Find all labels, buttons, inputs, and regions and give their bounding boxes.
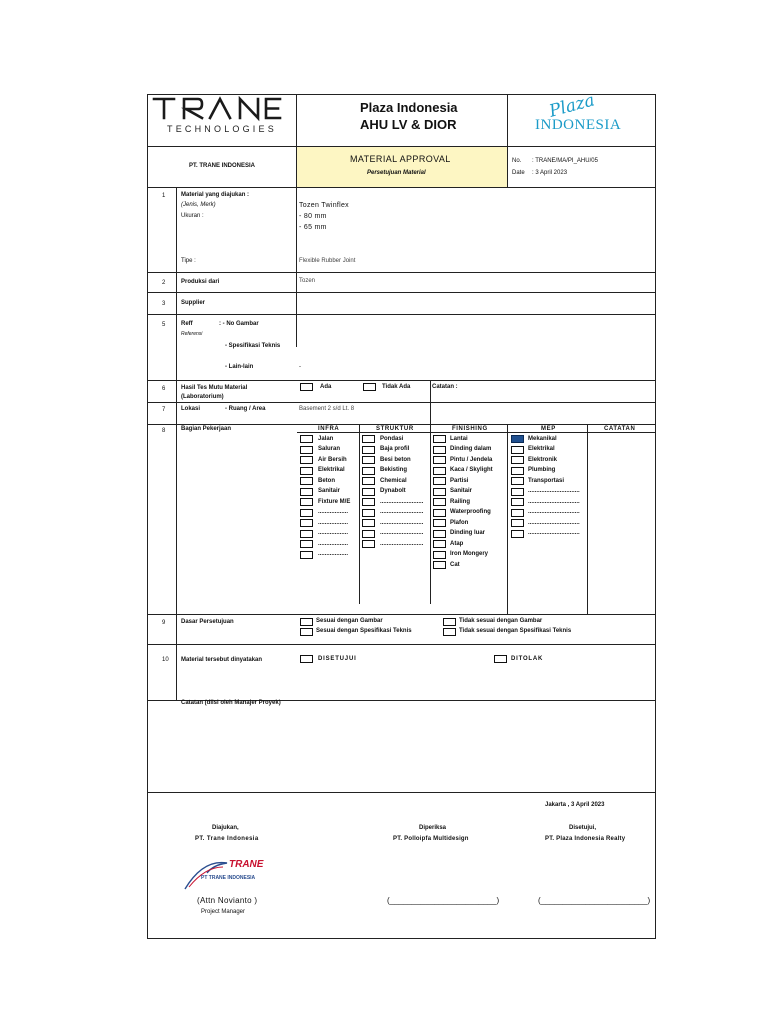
checkbox-ditolak[interactable] — [494, 655, 507, 663]
mep-item-label: ............................... — [528, 519, 580, 526]
finishing-item-label: Waterproofing — [450, 509, 491, 515]
project-subtitle: AHU LV & DIOR — [360, 117, 457, 132]
checker-org: PT. Polloipfa Multidesign — [393, 836, 469, 842]
infra-item-label: .................. — [318, 530, 349, 536]
finishing-item-label: Atap — [450, 540, 464, 547]
checkbox-infra-item[interactable] — [300, 435, 313, 443]
finishing-item-label: Dinding luar — [450, 530, 485, 536]
struktur-item-label: .......................... — [380, 540, 424, 547]
plaza-script: Plaza — [547, 90, 597, 122]
finishing-item-label: Partisi — [450, 477, 469, 484]
trane-brand-sub: TECHNOLOGIES — [167, 124, 277, 134]
sesuai-gambar-label: Sesuai dengan Gambar — [316, 618, 383, 624]
reff-referensi: Referensi — [181, 331, 203, 337]
checkbox-ada[interactable] — [300, 383, 313, 391]
finishing-item-label: Railing — [450, 498, 471, 505]
location-sublabel: - Ruang / Area — [225, 406, 266, 412]
approver-title: Disetujui, — [569, 825, 597, 831]
reff-label: Reff — [181, 321, 193, 327]
row-number: 5 — [162, 322, 166, 328]
test-label: Hasil Tes Mutu Material — [181, 385, 248, 391]
stamp-company: PT TRANE INDONESIA — [201, 875, 256, 881]
checkbox-infra-item[interactable] — [300, 456, 313, 464]
checkbox-struktur-item[interactable] — [362, 519, 375, 527]
plaza-indonesia-logo — [509, 90, 655, 144]
infra-item-label: Fixture M/E — [318, 498, 351, 505]
checkbox-disetujui[interactable] — [300, 655, 313, 663]
checkbox-sesuai-gambar[interactable] — [300, 618, 313, 626]
trane-logo — [150, 96, 294, 144]
checkbox-infra-item[interactable] — [300, 509, 313, 517]
struktur-item-label: .......................... — [380, 509, 424, 515]
approver-signature-line: (________________________) — [538, 896, 651, 905]
checkbox-infra-item[interactable] — [300, 551, 313, 559]
infra-item-label: .................. — [318, 540, 349, 547]
infra-item-label: .................. — [318, 551, 349, 557]
reff-tech-spec: - Spesifikasi Teknis — [225, 343, 281, 349]
trane-stamp-logo — [183, 853, 273, 891]
material-label: Material yang diajukan : — [181, 192, 250, 198]
checkbox-sesuai-spesifikasi[interactable] — [300, 628, 313, 636]
disetujui-label: DISETUJUI — [318, 656, 357, 662]
date-value: : 3 April 2023 — [532, 170, 568, 176]
infra-item-label: Saluran — [318, 446, 341, 452]
stamp-brand: TRANE — [229, 859, 264, 870]
infra-item-label: .................. — [318, 519, 349, 526]
size-value-2: - 65 mm — [299, 224, 327, 231]
struktur-item-label: Chemical — [380, 477, 407, 484]
checkbox-mep-item[interactable] — [511, 456, 524, 464]
finishing-item-label: Kaca / Skylight — [450, 467, 493, 473]
ada-label: Ada — [320, 384, 332, 390]
material-value: Tozen Twinflex — [299, 202, 349, 209]
struktur-item-label: Pondasi — [380, 435, 404, 442]
production-value: Tozen — [299, 278, 316, 284]
infra-item-label: Elektrikal — [318, 467, 345, 473]
catatan-label: Catatan : — [432, 384, 458, 390]
declaration-label: Material tersebut dinyatakan — [181, 657, 263, 663]
row-number: 1 — [162, 193, 166, 199]
reff-drawing-no: : - No Gambar — [219, 321, 259, 327]
mep-item-label: ............................... — [528, 509, 580, 515]
type-label: Tipe : — [181, 258, 196, 264]
mep-item-label: Plumbing — [528, 467, 556, 473]
submitter-org: PT. Trane Indonesia — [195, 836, 259, 842]
checkbox-finishing-item[interactable] — [433, 561, 446, 569]
checkbox-infra-item[interactable] — [300, 446, 313, 454]
tidak-ada-label: Tidak Ada — [382, 384, 411, 390]
struktur-item-label: Besi beton — [380, 456, 411, 463]
production-label: Produksi dari — [181, 279, 220, 285]
size-value-1: - 80 mm — [299, 213, 327, 220]
infra-item-label: .................. — [318, 509, 349, 515]
struktur-item-label: Bekisting — [380, 467, 408, 473]
checkbox-struktur-item[interactable] — [362, 488, 375, 496]
checkbox-tidak-sesuai-spesifikasi[interactable] — [443, 628, 456, 636]
location-value: Basement 2 s/d Lt. 8 — [299, 406, 355, 412]
checkbox-mep-item[interactable] — [511, 488, 524, 496]
checkbox-finishing-item[interactable] — [433, 446, 446, 454]
checkbox-finishing-item[interactable] — [433, 467, 446, 475]
checkbox-finishing-item[interactable] — [433, 551, 446, 559]
checkbox-mep-item[interactable] — [511, 477, 524, 485]
checkbox-mep-item[interactable] — [511, 435, 524, 443]
infra-item-label: Air Bersih — [318, 456, 347, 463]
row-number: 3 — [162, 301, 166, 307]
struktur-item-label: .......................... — [380, 498, 424, 505]
mep-item-label: ............................... — [528, 530, 580, 536]
tidak-sesuai-spesifikasi-label: Tidak sesuai dengan Spesifikasi Teknis — [459, 628, 572, 634]
checker-signature-line: (________________________) — [387, 896, 500, 905]
checkbox-mep-item[interactable] — [511, 530, 524, 538]
checkbox-finishing-item[interactable] — [433, 530, 446, 538]
row-number: 8 — [162, 428, 166, 434]
mep-item-label: ............................... — [528, 498, 580, 505]
reff-other-value: - — [299, 364, 301, 370]
checkbox-mep-item[interactable] — [511, 498, 524, 506]
submitter-title: Diajukan, — [212, 825, 239, 831]
mep-item-label: Elektrikal — [528, 446, 555, 452]
doc-title: MATERIAL APPROVAL — [350, 154, 451, 164]
checkbox-finishing-item[interactable] — [433, 488, 446, 496]
ditolak-label: DITOLAK — [511, 656, 544, 662]
checkbox-infra-item[interactable] — [300, 540, 313, 548]
checkbox-finishing-item[interactable] — [433, 477, 446, 485]
type-value: Flexible Rubber Joint — [299, 258, 356, 264]
row-number: 9 — [162, 620, 166, 626]
col-header-mep: MEP — [541, 426, 556, 432]
checker-title: Diperiksa — [419, 825, 447, 831]
checkbox-infra-item[interactable] — [300, 467, 313, 475]
infra-item-label: Beton — [318, 477, 335, 484]
notes-label: Catatan (diisi oleh Manajer Proyek) — [181, 700, 281, 706]
struktur-item-label: Baja profil — [380, 446, 410, 452]
checkbox-struktur-item[interactable] — [362, 498, 375, 506]
checkbox-struktur-item[interactable] — [362, 477, 375, 485]
submitter-role: Project Manager — [201, 909, 246, 915]
row-number: 2 — [162, 280, 166, 286]
no-label: No. — [512, 158, 522, 164]
col-header-finishing: FINISHING — [452, 426, 488, 432]
mep-item-label: Transportasi — [528, 477, 565, 484]
row-number: 10 — [162, 657, 169, 663]
work-section-label: Bagian Pekerjaan — [181, 426, 232, 432]
row-number: 6 — [162, 386, 166, 392]
checkbox-infra-item[interactable] — [300, 488, 313, 496]
struktur-item-label: .......................... — [380, 530, 424, 536]
test-sublabel: (Laboratorium) — [181, 394, 224, 400]
checkbox-infra-item[interactable] — [300, 477, 313, 485]
mep-item-label: ............................... — [528, 488, 580, 494]
struktur-item-label: Dynabolt — [380, 488, 406, 494]
checkbox-struktur-item[interactable] — [362, 467, 375, 475]
finishing-item-label: Lantai — [450, 435, 468, 442]
col-header-struktur: STRUKTUR — [376, 426, 414, 432]
basis-label: Dasar Persetujuan — [181, 619, 234, 625]
checkbox-tidak-sesuai-gambar[interactable] — [443, 618, 456, 626]
checkbox-finishing-item[interactable] — [433, 509, 446, 517]
location-label: Lokasi — [181, 406, 201, 412]
checkbox-finishing-item[interactable] — [433, 498, 446, 506]
form-frame — [147, 90, 656, 939]
reff-other: - Lain-lain — [225, 364, 254, 370]
supplier-label: Supplier — [181, 300, 206, 306]
checkbox-mep-item[interactable] — [511, 519, 524, 527]
checkbox-mep-item[interactable] — [511, 446, 524, 454]
checkbox-struktur-item[interactable] — [362, 509, 375, 517]
checkbox-struktur-item[interactable] — [362, 456, 375, 464]
checkbox-tidak-ada[interactable] — [363, 383, 376, 391]
checkbox-struktur-item[interactable] — [362, 435, 375, 443]
company-name: PT. TRANE INDONESIA — [189, 163, 256, 169]
date-label: Date — [512, 170, 525, 176]
material-sublabel: (Jenis, Merk) — [181, 202, 216, 208]
sesuai-spesifikasi-label: Sesuai dengan Spesifikasi Teknis — [316, 628, 412, 634]
finishing-item-label: Dinding dalam — [450, 446, 492, 452]
tidak-sesuai-gambar-label: Tidak sesuai dengan Gambar — [459, 618, 543, 624]
checkbox-infra-item[interactable] — [300, 498, 313, 506]
finishing-item-label: Pintu / Jendela — [450, 456, 493, 463]
checkbox-struktur-item[interactable] — [362, 540, 375, 548]
col-header-infra: INFRA — [318, 426, 340, 432]
plaza-word: INDONESIA — [535, 117, 622, 133]
title-cell — [297, 147, 507, 187]
finishing-item-label: Plafon — [450, 519, 469, 526]
no-value: : TRANE/MA/PI_AHU/05 — [532, 158, 598, 164]
place-date: Jakarta , 3 April 2023 — [545, 802, 605, 808]
size-label: Ukuran : — [181, 213, 204, 219]
infra-item-label: Sanitair — [318, 488, 341, 494]
struktur-item-label: .......................... — [380, 519, 424, 526]
finishing-item-label: Iron Mongery — [450, 551, 489, 557]
checkbox-mep-item[interactable] — [511, 467, 524, 475]
approver-org: PT. Plaza Indonesia Realty — [545, 836, 626, 842]
checkbox-finishing-item[interactable] — [433, 435, 446, 443]
mep-item-label: Elektronik — [528, 456, 558, 463]
infra-item-label: Jalan — [318, 435, 334, 442]
col-header-catatan: CATATAN — [604, 426, 636, 432]
finishing-item-label: Cat — [450, 561, 460, 568]
mep-item-label: Mekanikal — [528, 435, 557, 442]
checkbox-finishing-item[interactable] — [433, 519, 446, 527]
doc-subtitle: Persetujuan Material — [367, 170, 426, 176]
checkbox-infra-item[interactable] — [300, 530, 313, 538]
finishing-item-label: Sanitair — [450, 488, 473, 494]
checkbox-finishing-item[interactable] — [433, 540, 446, 548]
submitter-name: (Attn Novianto ) — [197, 896, 258, 905]
row-number: 7 — [162, 407, 166, 413]
checkbox-finishing-item[interactable] — [433, 456, 446, 464]
checkbox-struktur-item[interactable] — [362, 530, 375, 538]
project-title: Plaza Indonesia — [360, 100, 458, 115]
checkbox-struktur-item[interactable] — [362, 446, 375, 454]
checkbox-infra-item[interactable] — [300, 519, 313, 527]
checkbox-mep-item[interactable] — [511, 509, 524, 517]
